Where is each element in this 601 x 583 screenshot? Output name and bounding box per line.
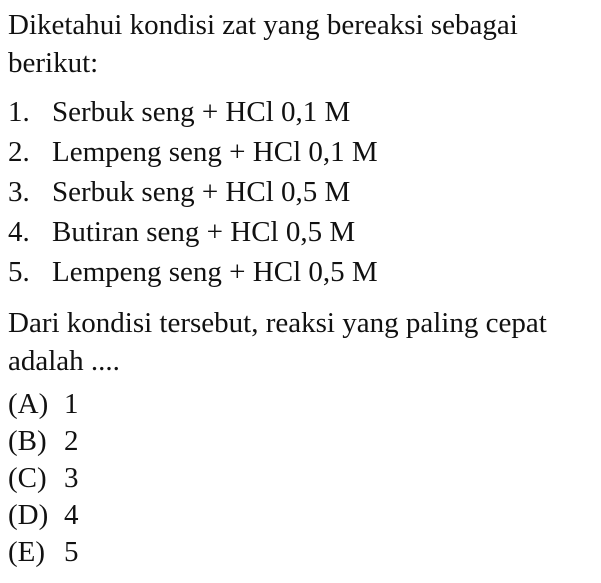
condition-number: 3. — [8, 176, 30, 208]
option-letter: (C) — [8, 462, 47, 494]
condition-text: Butiran seng + HCl 0,5 M — [52, 216, 356, 248]
condition-item — [8, 212, 597, 252]
option-letter: (D) — [8, 499, 49, 531]
condition-item — [8, 92, 597, 132]
condition-number: 5. — [8, 256, 30, 288]
option-letter: (E) — [8, 536, 46, 568]
condition-text: Serbuk seng + HCl 0,1 M — [52, 96, 351, 128]
option-text: 5 — [64, 536, 79, 568]
answer-options — [8, 386, 597, 571]
condition-number: 4. — [8, 216, 30, 248]
option-text: 3 — [64, 462, 79, 494]
condition-text: Lempeng seng + HCl 0,1 M — [52, 136, 378, 168]
condition-text: Lempeng seng + HCl 0,5 M — [52, 256, 378, 288]
option-letter: (B) — [8, 425, 47, 457]
answer-option-e[interactable] — [8, 534, 597, 571]
option-text: 2 — [64, 425, 79, 457]
answer-option-c[interactable] — [8, 460, 597, 497]
condition-list — [8, 92, 597, 292]
answer-option-b[interactable] — [8, 423, 597, 460]
option-letter: (A) — [8, 388, 49, 420]
condition-item — [8, 252, 597, 292]
condition-item — [8, 172, 597, 212]
option-text: 1 — [64, 388, 79, 420]
condition-item — [8, 132, 597, 172]
intro-text: Diketahui kondisi zat yang bereaksi sebagai berikut: — [8, 9, 518, 79]
answer-option-d[interactable] — [8, 497, 597, 534]
condition-number: 2. — [8, 136, 30, 168]
question-text: Dari kondisi tersebut, reaksi yang paling cepat adalah .... — [8, 307, 547, 377]
option-text: 4 — [64, 499, 79, 531]
condition-text: Serbuk seng + HCl 0,5 M — [52, 176, 351, 208]
answer-option-a[interactable] — [8, 386, 597, 423]
condition-number: 1. — [8, 96, 30, 128]
